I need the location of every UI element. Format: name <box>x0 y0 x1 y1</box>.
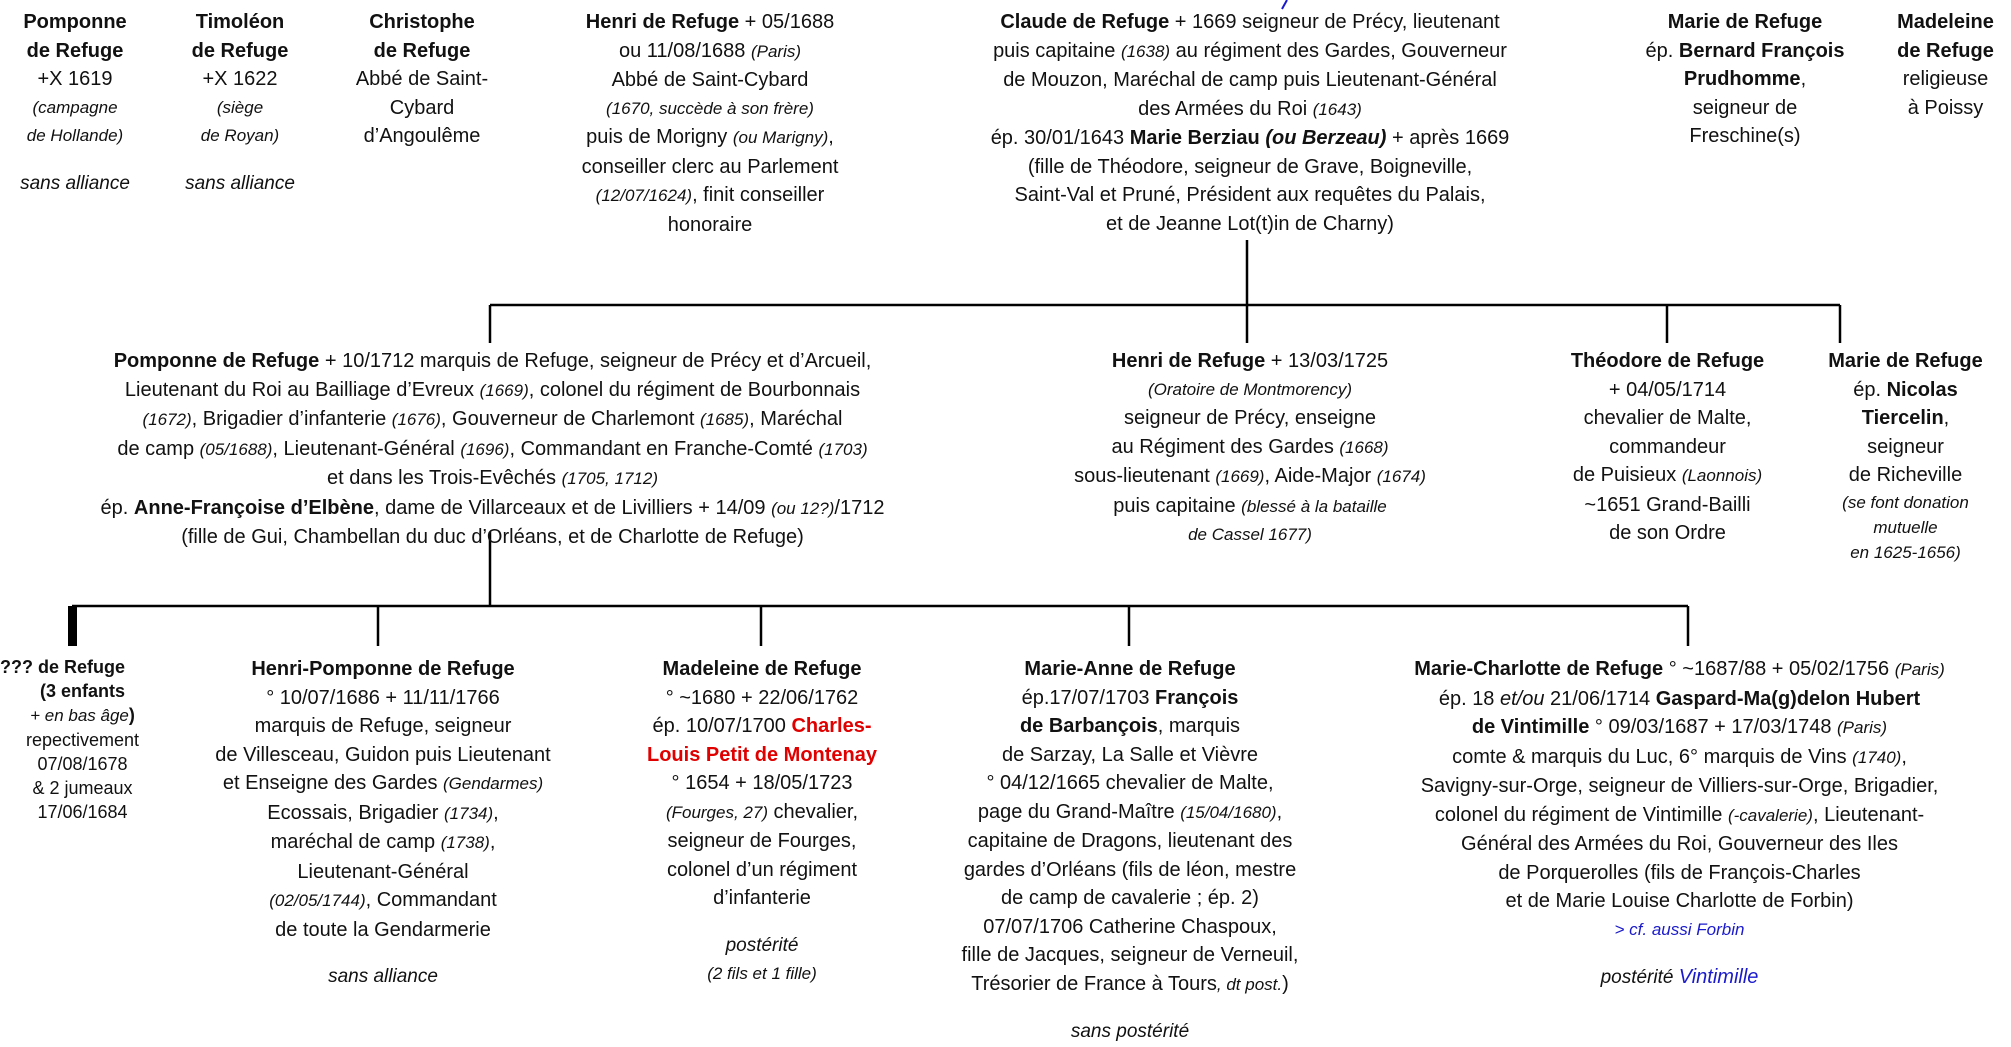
detail-line <box>920 970 1340 1000</box>
detail-line: de toute la Gendarmerie <box>275 918 491 941</box>
date: (1685) <box>699 410 750 429</box>
detail-line: de Mouzon, Maréchal de camp puis Lieutenant-Général <box>1003 69 1497 91</box>
date: (02/05/1744) <box>269 891 366 910</box>
date: (1638) <box>1120 41 1171 61</box>
detail-line <box>612 798 912 828</box>
dates: ° 10/07/1686 + 11/11/1766 <box>266 686 500 709</box>
posterity-line <box>1348 963 2011 993</box>
name-line <box>905 8 1595 37</box>
note: (Gendarmes) <box>443 774 544 793</box>
spouse-line <box>612 712 912 741</box>
detail-line: chevalier de Malte, <box>1583 407 1752 429</box>
person-marie-tiercelin <box>1800 347 2011 565</box>
drop-unknown <box>68 606 77 646</box>
detail-line: capitaine de Dragons, lieutenant des <box>967 830 1293 852</box>
text: 21/06/1714 <box>1544 687 1656 710</box>
text: , dame de Villarceaux et de Livilliers + 14/09 <box>373 496 772 519</box>
text: , Aide-Major <box>1264 465 1377 487</box>
spouse-name: de Barbançois <box>1019 715 1158 737</box>
person-name: Christophe <box>369 11 475 33</box>
text: ép. 18 <box>1438 687 1500 710</box>
spouse-name: de Vintimille <box>1471 716 1590 738</box>
text: , Maréchal <box>749 408 843 430</box>
detail-line <box>0 405 985 435</box>
detail-line <box>920 798 1340 828</box>
person-name: Claude de Refuge <box>1000 11 1170 33</box>
date: (1734) <box>444 803 494 823</box>
name-line <box>0 347 985 376</box>
person-name: Henri de Refuge <box>585 11 740 33</box>
spouse-name-highlight: Louis Petit de Montenay <box>646 743 878 766</box>
text: , <box>489 831 496 853</box>
text: ép. <box>1853 378 1887 401</box>
person-name: Henri-Pomponne de Refuge <box>251 658 515 680</box>
spouse-name: François <box>1155 686 1239 709</box>
date: (1705, 1712) <box>561 469 658 488</box>
posterity-note: postérité <box>1600 967 1679 988</box>
person-henri-1725 <box>1050 347 1450 550</box>
person-surname: de Refuge <box>373 39 471 62</box>
detail-line: et de Jeanne Lot(t)in de Charny) <box>1106 212 1394 235</box>
date: (1738) <box>440 833 490 852</box>
detail-line: gardes d’Orléans (fils de léon, mestre <box>963 858 1297 881</box>
text: comte & marquis du Luc, 6° marquis de Vins <box>1452 745 1853 768</box>
note: de Royan) <box>200 126 280 145</box>
text: ép. <box>1645 39 1679 62</box>
text: chevalier, <box>767 800 859 823</box>
detail-line: marquis de Refuge, seigneur <box>254 715 512 737</box>
spouse-name: Anne-Françoise d’Elbène <box>133 496 374 519</box>
dates: ° ~1687/88 + 05/02/1756 <box>1663 658 1895 680</box>
person-pomponne-1712 <box>0 347 985 552</box>
detail-line: seigneur de <box>1692 96 1798 119</box>
note: (blessé à la bataille <box>1241 496 1387 516</box>
note: (ou 12?) <box>771 498 835 518</box>
alliance-note: sans alliance <box>185 172 295 194</box>
detail-line: de Sarzay, La Salle et Vièvre <box>1001 743 1259 766</box>
person-christophe <box>342 8 502 151</box>
text: ép. 10/07/1700 <box>652 715 792 737</box>
posterity-note: postérité <box>725 934 799 956</box>
text: , <box>1901 745 1907 768</box>
detail-line: repectivement <box>25 730 140 750</box>
note: de Hollande) <box>26 126 124 145</box>
detail-line: d’Angoulême <box>363 125 481 147</box>
spouse-name: Nicolas <box>1886 378 1958 401</box>
text: puis de Morigny <box>586 126 733 148</box>
person-name: Marie-Charlotte de Refuge <box>1414 658 1664 680</box>
date: (05/1688) <box>199 439 273 459</box>
name-line <box>1348 655 2011 685</box>
text: puis capitaine <box>1113 494 1242 517</box>
detail-line <box>530 181 890 211</box>
place: (Paris) <box>750 41 802 61</box>
detail-line <box>905 37 1595 67</box>
person-name: Marie de Refuge <box>1828 350 1983 372</box>
detail-line: ° 04/12/1665 chevalier de Malte, <box>986 772 1274 794</box>
text: , Brigadier d’infanterie <box>191 408 392 430</box>
detail-line: (fille de Gui, Chambellan du duc d’Orléans, et de Charlotte de Refuge) <box>181 526 804 548</box>
spouse-name: Gaspard-Ma(g)delon Hubert <box>1655 687 1921 710</box>
detail-line <box>905 95 1595 125</box>
place: (Paris) <box>1894 660 1945 679</box>
person-name: Marie de Refuge <box>1667 11 1823 33</box>
person-name: Timoléon <box>195 11 285 33</box>
spouse-line <box>1800 376 2011 405</box>
detail-line <box>168 828 598 858</box>
spouse-alt-name: (ou Berzeau) <box>1265 127 1387 149</box>
detail-line: Abbé de Saint- <box>355 68 489 90</box>
detail-line: seigneur <box>1867 435 1944 458</box>
place: (Laonnois) <box>1681 466 1763 485</box>
spouse-name: Bernard François <box>1678 39 1845 62</box>
alliance-note: sans alliance <box>20 172 130 194</box>
text: , Lieutenant-Général <box>272 437 461 460</box>
detail-line: (3 enfants <box>39 681 126 701</box>
person-name: Madeleine <box>1897 11 1994 33</box>
text: puis capitaine <box>993 39 1121 62</box>
dates: ° ~1680 + 22/06/1762 <box>665 686 859 709</box>
text: ou 11/08/1688 <box>618 39 751 62</box>
person-name: Marie-Anne de Refuge <box>1024 658 1236 680</box>
text: Lieutenant du Roi au Bailliage d’Evreux <box>124 378 480 401</box>
text: , finit conseiller <box>692 184 825 206</box>
date: (1669) <box>1215 467 1265 486</box>
text: , <box>1943 407 1950 429</box>
person-name: Henri de Refuge <box>1111 350 1266 372</box>
place: (Paris) <box>1837 718 1888 737</box>
text: au Régiment des Gardes <box>1111 435 1340 458</box>
detail-line <box>0 376 985 406</box>
alliance-note: sans alliance <box>328 966 438 987</box>
text: + après 1669 <box>1386 127 1510 149</box>
spouse-name: Marie Berziau <box>1129 127 1266 149</box>
detail-line: Abbé de Saint-Cybard <box>611 69 809 91</box>
detail-line: ~1651 Grand-Bailli <box>1584 493 1751 516</box>
detail-line: Lieutenant-Général <box>297 860 469 883</box>
detail-line: en 1625-1656) <box>1850 542 1961 562</box>
detail-line <box>0 703 165 728</box>
date: (12/07/1624) <box>595 186 693 205</box>
text: colonel du régiment de Vintimille <box>1434 803 1728 826</box>
detail-line: conseiller clerc au Parlement <box>581 155 839 178</box>
death-date: + 04/05/1714 <box>1608 378 1727 401</box>
spouse-line <box>1640 65 1850 94</box>
detail-line: 07/08/1678 <box>37 754 128 774</box>
detail-line: seigneur de Fourges, <box>667 830 857 852</box>
detail-line: Savigny-sur-Orge, seigneur de Villiers-sur-Orge, Brigadier, <box>1420 775 1939 797</box>
detail-line: (se font donation <box>1842 492 1969 512</box>
date: (1643) <box>1312 99 1362 119</box>
detail-line <box>0 464 985 494</box>
text: et Enseigne des Gardes <box>222 772 443 794</box>
vintimille-link[interactable]: Vintimille <box>1678 966 1759 988</box>
detail-line <box>530 37 890 67</box>
detail-line <box>1050 492 1450 522</box>
person-claude <box>905 8 1595 238</box>
person-marie-prudhomme <box>1640 8 1850 151</box>
date: (1672) <box>142 410 192 429</box>
text: , Gouverneur de Charlemont <box>440 408 700 430</box>
note: + en bas âge <box>30 706 129 725</box>
person-name: Pomponne <box>23 11 127 33</box>
date: (1674) <box>1376 467 1426 486</box>
spouse-name: Prudhomme <box>1683 68 1801 90</box>
text: maréchal de camp <box>270 831 441 853</box>
text: de Puisieux <box>1572 464 1682 486</box>
detail-line: commandeur <box>1609 435 1726 458</box>
text: au régiment des Gardes, Gouverneur <box>1170 39 1507 62</box>
posterity-note: sans postérité <box>1070 1021 1190 1042</box>
person-surname: de Refuge <box>191 39 289 62</box>
note: (campagne <box>32 97 118 117</box>
text: , marquis <box>1157 715 1241 737</box>
date: (15/04/1680) <box>1180 802 1277 822</box>
detail-line <box>1050 433 1450 463</box>
death-date: +X 1622 <box>202 68 278 90</box>
detail-line: & 2 jumeaux <box>32 778 133 798</box>
detail-line <box>1348 743 2011 773</box>
spouse-line <box>0 494 985 524</box>
detail-line: Freschine(s) <box>1689 125 1801 147</box>
text: , Commandant <box>365 889 497 911</box>
person-surname: de Refuge <box>26 39 124 62</box>
spouse-line <box>1640 37 1850 66</box>
detail-line: d’infanterie <box>713 887 811 909</box>
detail-line: de Porquerolles (fils de François-Charles <box>1498 861 1861 884</box>
detail-line: Saint-Val et Pruné, Président aux requêtes du Palais, <box>1014 184 1486 206</box>
text: , colonel du régiment de Bourbonnais <box>528 378 861 401</box>
text: + 1669 seigneur de Précy, lieutenant <box>1169 11 1500 33</box>
text: ép. <box>100 496 134 519</box>
person-marie-anne <box>920 655 1340 1047</box>
detail-line <box>0 435 985 465</box>
note: (-cavalerie) <box>1727 805 1813 825</box>
person-name: Théodore de Refuge <box>1570 350 1765 372</box>
posterity-note: (2 fils et 1 fille) <box>707 964 817 983</box>
detail-line: et de Marie Louise Charlotte de Forbin) <box>1505 890 1854 912</box>
text: + 10/1712 marquis de Refuge, seigneur de Précy et d’Arcueil, <box>319 350 872 372</box>
person-madeleine-montenay <box>612 655 912 989</box>
detail-line: honoraire <box>667 213 753 236</box>
detail-line: de Richeville <box>1848 464 1963 486</box>
text: ) <box>1282 972 1289 995</box>
detail-line: Cybard <box>389 96 455 119</box>
detail-line <box>530 123 890 153</box>
detail-line <box>1050 462 1450 492</box>
text: , Lieutenant- <box>1812 803 1925 826</box>
detail-line: (1670, succède à son frère) <box>606 98 814 118</box>
spouse-line <box>1348 685 2011 714</box>
text: et dans les Trois-Evêchés <box>327 467 562 489</box>
detail-line: colonel d’un régiment <box>666 858 858 881</box>
person-name: ??? de Refuge <box>0 657 125 677</box>
dates: ° 09/03/1687 + 17/03/1748 <box>1589 716 1838 738</box>
detail-line <box>168 769 598 799</box>
person-marie-charlotte <box>1348 655 2011 993</box>
person-name: Madeleine de Refuge <box>662 658 862 680</box>
detail-line: à Poissy <box>1907 96 1984 119</box>
note: et/ou <box>1500 687 1545 710</box>
note: (ou Marigny) <box>732 128 829 147</box>
date: (1668) <box>1339 437 1389 457</box>
spouse-line <box>920 684 1340 713</box>
detail-line <box>168 886 598 916</box>
person-timoleon <box>170 8 310 198</box>
detail-line: Général des Armées du Roi, Gouverneur des Iles <box>1461 833 1898 855</box>
spouse-line <box>1348 713 2011 743</box>
detail-line: (Oratoire de Montmorency) <box>1147 379 1353 399</box>
person-name: Pomponne de Refuge <box>113 350 320 372</box>
date: (1669) <box>479 380 529 400</box>
text: , <box>1800 68 1807 90</box>
person-pomponne-1619 <box>0 8 150 198</box>
text: , <box>1276 800 1283 823</box>
detail-line: (fille de Théodore, seigneur de Grave, Boigneville, <box>1027 155 1473 178</box>
date: (1696) <box>460 439 510 459</box>
text: ép.17/07/1703 <box>1021 686 1156 709</box>
date: (1703) <box>818 439 868 459</box>
spouse-line <box>920 712 1340 741</box>
detail-line: de camp de cavalerie ; ép. 2) <box>1001 887 1259 909</box>
spouse-line <box>905 124 1595 153</box>
note: , dt post. <box>1216 974 1283 994</box>
text: Ecossais, Brigadier <box>267 801 445 824</box>
detail-line: de son Ordre <box>1609 522 1726 544</box>
person-henri-pomponne <box>168 655 598 992</box>
person-theodore <box>1540 347 1795 548</box>
spouse-name-highlight: Charles- <box>791 715 872 737</box>
person-henri-1688 <box>530 8 890 239</box>
dates: ° 1654 + 18/05/1723 <box>671 772 853 794</box>
date: (1676) <box>391 410 441 429</box>
detail-line: seigneur de Précy, enseigne <box>1123 407 1376 429</box>
name-line <box>1050 347 1450 376</box>
forbin-link[interactable]: > cf. aussi Forbin <box>1614 919 1745 939</box>
person-unknown <box>0 655 165 824</box>
name-line <box>530 8 890 37</box>
text: sous-lieutenant <box>1074 465 1216 487</box>
place: (Fourges, 27) <box>665 802 768 822</box>
person-madeleine-poissy <box>1880 8 2011 122</box>
date: (1740) <box>1852 747 1902 767</box>
text: des Armées du Roi <box>1138 97 1313 120</box>
person-surname: de Refuge <box>1897 39 1994 62</box>
detail-line <box>1348 801 2011 831</box>
death-date: +X 1619 <box>37 68 113 90</box>
detail-line <box>168 799 598 829</box>
spouse-name: Tiercelin <box>1861 407 1944 429</box>
text: /1712 <box>834 496 885 519</box>
detail-line: mutuelle <box>1873 517 1938 537</box>
detail-line <box>1540 461 1795 491</box>
detail-line: de Cassel 1677) <box>1188 525 1312 544</box>
detail-line: religieuse <box>1902 68 1989 90</box>
text: Trésorier de France à Tours <box>971 972 1217 995</box>
text: , Commandant en Franche-Comté <box>509 437 819 460</box>
detail-line: 07/07/1706 Catherine Chaspoux, <box>983 915 1277 938</box>
death-date: + 05/1688 <box>739 11 835 33</box>
death-date: + 13/03/1725 <box>1265 350 1389 372</box>
text: page du Grand-Maître <box>977 800 1181 823</box>
text: ) <box>128 705 135 725</box>
text: , <box>828 126 834 148</box>
text: de camp <box>117 437 200 460</box>
detail-line: de Villesceau, Guidon puis Lieutenant <box>215 743 551 766</box>
detail-line: fille de Jacques, seigneur de Verneuil, <box>961 944 1299 966</box>
text: ép. 30/01/1643 <box>990 127 1130 149</box>
note: (siège <box>216 97 264 117</box>
spouse-line <box>1800 404 2011 433</box>
detail-line: 17/06/1684 <box>37 802 128 822</box>
text: , <box>493 801 499 824</box>
